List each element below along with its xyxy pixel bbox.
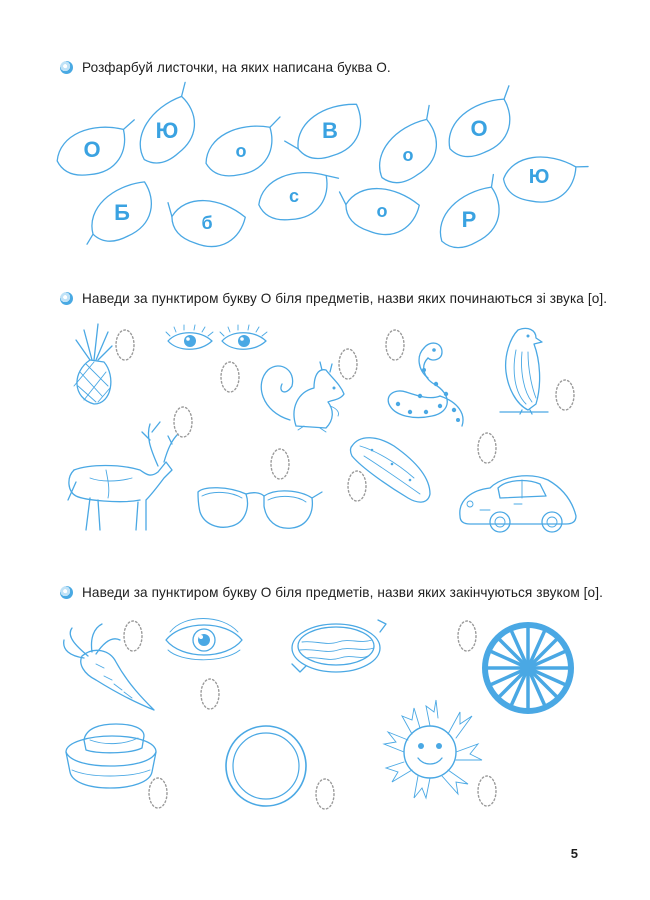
task-1-text: Розфарбуй листочки, на яких написана буква О. bbox=[82, 60, 391, 75]
task-2-text: Наведи за пунктиром букву О біля предметів, назви яких починаються зі звука [о]. bbox=[82, 291, 608, 306]
leaf-letter-8: Б bbox=[114, 200, 130, 225]
leaf-letter-10: с bbox=[288, 186, 300, 206]
squirrel-icon bbox=[261, 362, 344, 432]
leaf-letter-5: о bbox=[402, 145, 414, 165]
leaf-letter-1: О bbox=[83, 137, 101, 162]
dotted-o-group-section2 bbox=[116, 330, 574, 501]
dotted-o[interactable] bbox=[116, 330, 134, 360]
eagle-icon bbox=[500, 328, 548, 414]
leaf-letter-12: Р bbox=[461, 207, 477, 232]
snake-icon bbox=[388, 343, 463, 426]
dotted-o[interactable] bbox=[478, 776, 496, 806]
cucumber-icon bbox=[351, 438, 431, 502]
dotted-o[interactable] bbox=[271, 449, 289, 479]
ring-icon bbox=[226, 726, 306, 806]
soap-icon bbox=[66, 724, 156, 788]
dotted-o[interactable] bbox=[478, 433, 496, 463]
dotted-o[interactable] bbox=[124, 621, 142, 651]
tub-icon bbox=[292, 620, 386, 672]
dotted-o[interactable] bbox=[221, 362, 239, 392]
dotted-o[interactable] bbox=[386, 330, 404, 360]
eyes-icon bbox=[166, 325, 267, 349]
pineapple-icon bbox=[74, 324, 112, 404]
leaf-letter-2: Ю bbox=[155, 118, 179, 143]
leaf-10[interactable] bbox=[256, 169, 342, 223]
eye-icon bbox=[166, 619, 242, 660]
dotted-o[interactable] bbox=[458, 621, 476, 651]
wheel-icon bbox=[485, 625, 571, 711]
dotted-o-group-section3 bbox=[124, 621, 496, 809]
leaves-group bbox=[53, 82, 589, 257]
task-3-text: Наведи за пунктиром букву О біля предметів, назви яких закінчуються звуком [о]. bbox=[82, 585, 603, 600]
leaf-letter-9: б bbox=[201, 213, 213, 233]
leaf-letter-7: Ю bbox=[528, 166, 550, 188]
dotted-o[interactable] bbox=[348, 471, 366, 501]
leaf-letter-6: О bbox=[470, 116, 488, 141]
dotted-o[interactable] bbox=[174, 407, 192, 437]
glasses-icon bbox=[198, 488, 322, 529]
dotted-o[interactable] bbox=[316, 779, 334, 809]
dotted-o[interactable] bbox=[339, 349, 357, 379]
car-icon bbox=[460, 476, 576, 532]
dotted-o[interactable] bbox=[201, 679, 219, 709]
dotted-o[interactable] bbox=[149, 778, 167, 808]
sun-icon bbox=[384, 700, 482, 798]
dotted-o[interactable] bbox=[556, 380, 574, 410]
carrot-icon bbox=[64, 624, 154, 710]
leaf-letter-3: о bbox=[235, 141, 247, 161]
deer-icon bbox=[68, 422, 178, 530]
leaf-letter-4: В bbox=[322, 118, 338, 143]
leaf-letter-11: о bbox=[376, 201, 388, 221]
page-number: 5 bbox=[570, 846, 578, 861]
